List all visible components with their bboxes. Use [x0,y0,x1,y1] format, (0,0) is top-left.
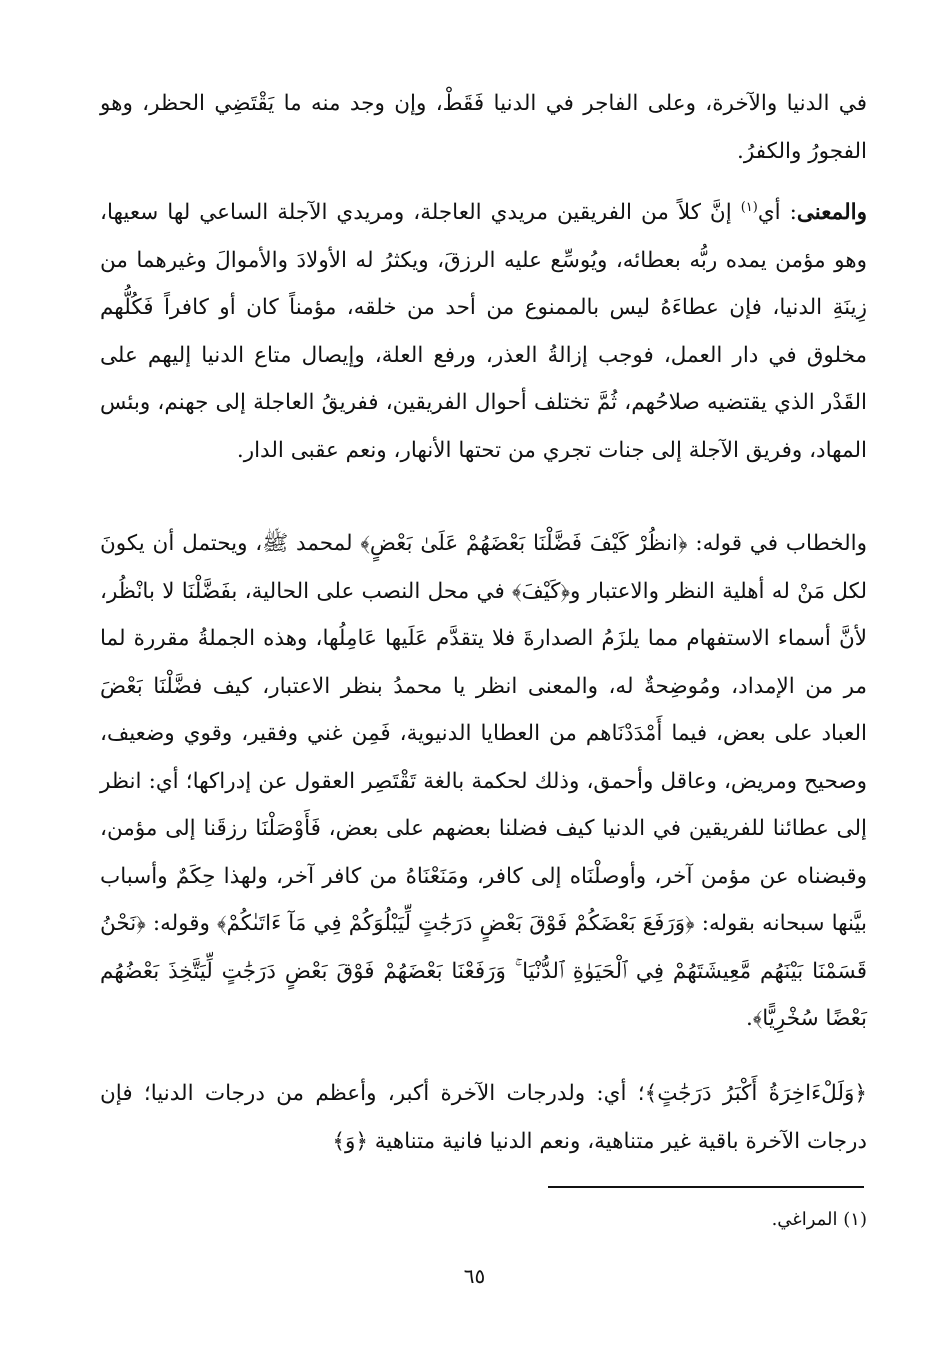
paragraph-1: في الدنيا والآخرة، وعلى الفاجر في الدنيا فَقَطْ، وإن وجد منه ما يَقْتَضِي الحظر، وهو الفجورُ والكفرُ. [100,91,867,164]
paragraph-2-lead: والمعنى [796,200,867,225]
paragraph-3: والخطاب في قوله: ﴿انظُرْ كَيْفَ فَضَّلْنَا بَعْضَهُمْ عَلَىٰ بَعْضٍ﴾ لمحمد ﷺ، ويحتمل أن يكونَ لكل مَنْ له أهلية النظر والاعتبار و﴿كَيْفَ﴾ في محل النصب على الحالية، بفَضَّلْنَا لا بانْظُر، لأنَّ أسماء الاستفهام مما يلزَمُ الصدارةَ فلا يتقدَّم عَلَيها عَامِلُها، وهذه الجملةُ مقررة لما مر من الإمداد، ومُوضِحةٌ له، والمعنى انظر يا محمدُ بنظر الاعتبار، كيف فضَّلْنَا بَعْضَ العباد على بعض، فيما أَمْدَدْنَاهم من العطايا الدنيوية، فَمِن غني وفقير، وقوي وضعيف، وصحيح ومريض، وعاقل وأحمق، وذلك لحكمة بالغة تَقْتَصِر العقول عن إدراكها؛ أي: انظر إلى عطائنا للفريقين في الدنيا كيف فضلنا بعضهم على بعض، فَأَوْصَلْنَا رزقَنا إلى مؤمن، وقبضناه عن مؤمن آخر، وأوصلْنَاه إلى كافر، ومَنَعْنَاهُ من كافر آخر، ولهذا حِكَمٌ وأسباب بيَّنها سبحانه بقوله: ﴿وَرَفَعَ بَعْضَكُمْ فَوْقَ بَعْضٍ دَرَجَٰتٍ لِّيَبْلُوَكُمْ فِي مَآ ءَاتَىٰكُمْ﴾ وقوله: ﴿نَحْنُ قَسَمْنَا بَيْنَهُم مَّعِيشَتَهُمْ فِي ٱلْحَيَوٰةِ ٱلدُّنْيَا ۚ وَرَفَعْنَا بَعْضَهُمْ فَوْقَ بَعْضٍ دَرَجَٰتٍ لِّيَتَّخِذَ بَعْضُهُم بَعْضًا سُخْرِيًّا﴾. [100,531,867,1031]
paragraph-4: ﴿وَلَلْءَاخِرَةُ أَكْبَرُ دَرَجَٰتٍ﴾؛ أي: ولدرجات الآخرة أكبر، وأعظم من درجات الدنيا؛ فإن درجات الآخرة باقية غير متناهية، ونعم الدنيا فانية متناهية ﴿وَ﴾ [100,1081,867,1154]
paragraph-2 [100,189,867,474]
paragraph-2-intro: : أي [757,200,797,225]
page-number: ٦٥ [463,1264,486,1288]
footnote-separator [548,1186,864,1188]
footnote: (١) المراغي. [771,1209,867,1230]
paragraph-2-body: إنَّ كلاً من الفريقين مريدي العاجلة، ومريدي الآجلة الساعي لها سعيها، وهو مؤمن يمده ربُّه بعطائه، ويُوسِّع عليه الرزقَ، ويكثرُ له الأولادَ والأموالَ وغيرهما من زِينَةِ الدنيا، فإن عطاءَهُ ليس بالممنوع من أحد من خلقه، مؤمناً كان أو كافراً فَكُلُّهم مخلوق في دار العمل، فوجب إزالةُ العذر، ورفع العلة، وإيصال متاع الدنيا إليهم على القَدْر الذي يقتضيه صلاحُهم، ثُمَّ تختلف أحوال الفريقين، ففريقُ العاجلة إلى جهنم، وبئس المهاد، وفريق الآجلة إلى جنات تجري من تحتها الأنهار، ونعم عقبى الدار. [100,200,867,463]
footnote-marker: (١) [740,199,758,215]
